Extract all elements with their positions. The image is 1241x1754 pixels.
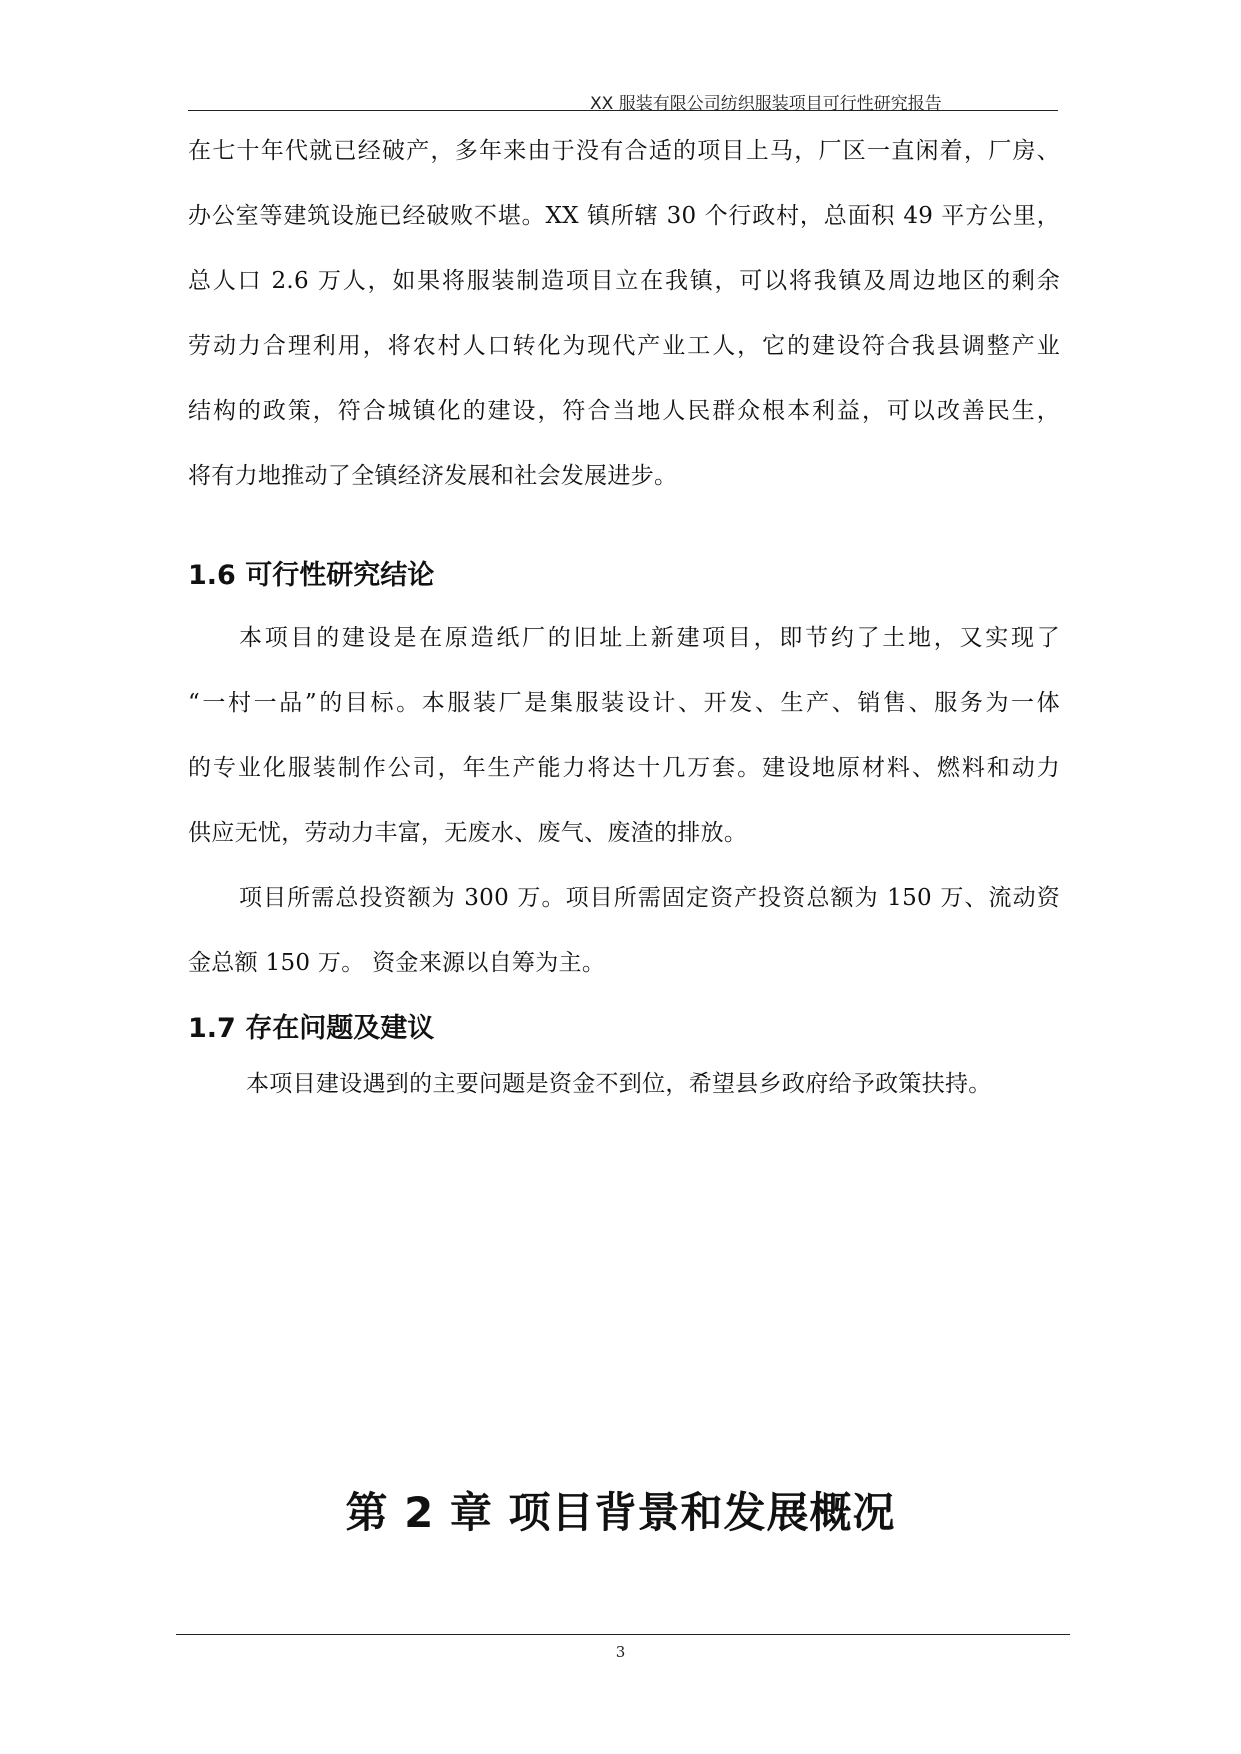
text-line: 本项目建设遇到的主要问题是资金不到位，希望县乡政府给予政策扶持。 [246,1071,992,1097]
chapter-title: 第 2 章 项目背景和发展概况 [345,1488,896,1537]
text-line: 项目所需总投资额为 300 万。项目所需固定资产投资总额为 150 万、流动资 [239,885,1060,911]
section-1-7-paragraph [246,1052,1066,1117]
footer-divider [176,1634,1070,1635]
text-line: 结构的政策，符合城镇化的建设，符合当地人民群众根本利益，可以改善民生， [188,398,1060,424]
text-line: 金总额 150 万。 资金来源以自筹为主。 [188,950,606,976]
header-divider [188,110,1058,111]
text-line: 总人口 2.6 万人，如果将服装制造项目立在我镇，可以将我镇及周边地区的剩余 [188,268,1060,294]
running-header: XX 服装有限公司纺织服装项目可行性研究报告 [590,94,942,114]
text-line: 在七十年代就已经破产，多年来由于没有合适的项目上马，厂区一直闲着，厂房、 [188,138,1060,164]
text-line: “一村一品”的目标。本服装厂是集服装设计、开发、生产、销售、服务为一体 [188,690,1060,716]
page-number: 3 [615,1643,626,1661]
text-line: 本项目的建设是在原造纸厂的旧址上新建项目，即节约了土地，又实现了 [239,625,1060,651]
section-1-6-paragraph-2 [188,866,1060,996]
intro-paragraph [188,119,1060,509]
section-heading-1-7: 1.7 存在问题及建议 [188,1013,435,1044]
section-1-6-paragraph-1 [188,606,1060,866]
text-line: 劳动力合理利用，将农村人口转化为现代产业工人，它的建设符合我县调整产业 [188,333,1060,359]
section-heading-1-6: 1.6 可行性研究结论 [188,560,435,591]
text-line: 办公室等建筑设施已经破败不堪。XX 镇所辖 30 个行政村，总面积 49 平方公里， [188,203,1060,229]
text-line: 的专业化服装制作公司，年生产能力将达十几万套。建设地原材料、燃料和动力 [188,755,1060,781]
text-line: 供应无忧，劳动力丰富，无废水、废气、废渣的排放。 [188,820,748,846]
text-line: 将有力地推动了全镇经济发展和社会发展进步。 [188,463,678,489]
